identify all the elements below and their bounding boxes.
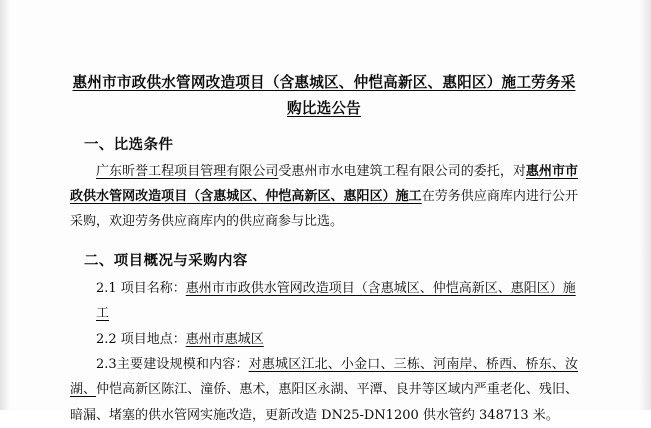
section-heading-1: 一、比选条件 bbox=[84, 136, 174, 154]
item23-text-line-3: 堵塞的供水管网实施改造，更新改造 DN25-DN1200 供水管约 348713 米。 bbox=[109, 407, 559, 423]
item23-text-line-1: 对惠城区江北、小金口、三栋、河南岸、桥西、桥东、汝湖、 bbox=[70, 356, 578, 398]
project-name-inline: 惠州市市政供水管网改造项目（含惠城区、仲恺高新区、惠阳区）施工 bbox=[70, 164, 578, 205]
item23-text-line-2: 仲恺高新区陈江、潼侨、惠术，惠阳区永湖、平潭、良井等区域内严重老化、残旧、暗漏、 bbox=[70, 382, 578, 423]
item-value-project-location: 惠州市惠城区 bbox=[185, 331, 264, 347]
page-title bbox=[70, 70, 578, 121]
section-1-paragraph bbox=[70, 160, 578, 235]
page-title-line-1: 惠州市市政供水管网改造项目（含惠城区、仲恺高新区、惠阳区）施工劳务采 bbox=[72, 74, 576, 91]
page-title-line-2: 购比选公告 bbox=[287, 99, 361, 117]
bidding-agent-name: 广东昕誉工程项目管理有限公司 bbox=[96, 164, 279, 180]
list-item bbox=[70, 327, 578, 352]
item-label: 项目地点： bbox=[120, 331, 186, 347]
page-edge-shadow-left bbox=[0, 0, 10, 410]
page-edge-shadow-right bbox=[639, 0, 651, 410]
list-item bbox=[70, 352, 578, 428]
item-value-project-name: 惠州市市政供水管网改造项目（含惠城区、仲恺高新区、惠阳区）施工 bbox=[96, 280, 576, 322]
section-1-text-part-4: 在劳务供应商库内进行公开采购，欢迎劳务供应商库内的供应商参与比选。 bbox=[70, 189, 578, 229]
section-heading-2: 二、项目概况与采购内容 bbox=[84, 251, 248, 269]
item-lead bbox=[70, 357, 249, 372]
section-1-text-part-2: 受惠州市水电建筑工程有限公司的委托，对 bbox=[278, 164, 526, 180]
item-label: 项目名称： bbox=[120, 280, 186, 296]
list-item bbox=[70, 276, 578, 327]
item-number: 2.1 bbox=[96, 280, 117, 296]
document-content bbox=[70, 70, 578, 428]
item-label: 主要建设规模和内容： bbox=[116, 356, 249, 372]
item-number: 2.3 bbox=[96, 356, 117, 372]
item-number: 2.2 bbox=[96, 331, 117, 347]
